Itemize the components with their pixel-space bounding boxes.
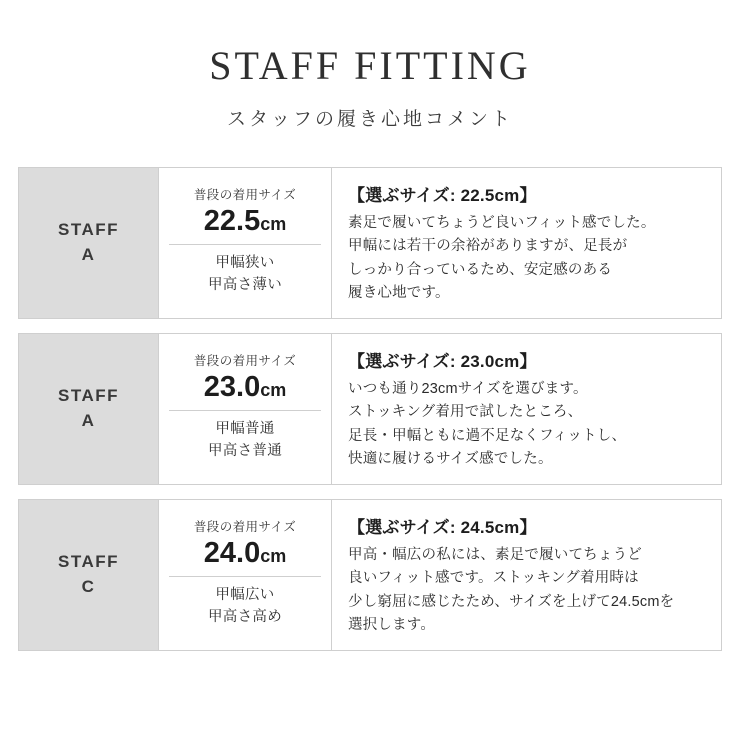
usual-size-number: 23.0 <box>203 370 261 403</box>
comment-text: いつも通り23cmサイズを選びます。 ストッキング着用で試したところ、 足長・甲幅ともに過不足なくフィットし、 快適に履けるサイズ感でした。 <box>348 380 627 467</box>
staff-letter: A <box>81 245 96 264</box>
staff-letter: A <box>81 411 96 430</box>
foot-notes <box>169 419 321 463</box>
note-height: 甲高さ普通 <box>208 442 282 459</box>
usual-size-unit: cm <box>260 379 287 400</box>
usual-size-cell <box>159 500 332 650</box>
note-width: 甲幅広い <box>215 587 275 604</box>
divider <box>169 244 321 245</box>
note-width: 甲幅普通 <box>215 421 275 438</box>
usual-size-number: 24.0 <box>203 536 261 569</box>
comment-cell <box>332 168 721 318</box>
divider <box>169 576 321 577</box>
comment-cell <box>332 500 721 650</box>
usual-size-value <box>169 538 321 568</box>
staff-word: STAFF <box>57 552 119 572</box>
comment-text: 素足で履いてちょうど良いフィット感でした。 甲幅には若干の余裕がありますが、足長が しっかり合っているため、安定感のある 履き心地です。 <box>348 214 656 301</box>
staff-word: STAFF <box>57 386 119 406</box>
usual-size-value <box>169 372 321 402</box>
divider <box>169 410 321 411</box>
usual-size-number: 22.5 <box>203 204 261 237</box>
page-header <box>0 0 740 131</box>
usual-size-label: 普段の着用サイズ <box>193 188 297 203</box>
staff-label-cell <box>19 500 159 650</box>
staff-letter: C <box>81 577 96 596</box>
usual-size-unit: cm <box>260 545 287 566</box>
table-row <box>18 333 722 485</box>
note-width: 甲幅狭い <box>215 255 275 272</box>
staff-fitting-table <box>18 167 722 651</box>
usual-size-label: 普段の着用サイズ <box>193 520 297 535</box>
staff-label-cell <box>19 334 159 484</box>
staff-label-cell <box>19 168 159 318</box>
usual-size-unit: cm <box>260 213 287 234</box>
chosen-size-heading: 【選ぶサイズ: 22.5cm】 <box>348 185 537 205</box>
page-subtitle: スタッフの履き心地コメント <box>226 109 513 130</box>
usual-size-cell <box>159 334 332 484</box>
note-height: 甲高さ高め <box>208 608 282 625</box>
comment-cell <box>332 334 721 484</box>
usual-size-value <box>169 206 321 236</box>
usual-size-label: 普段の着用サイズ <box>193 354 297 369</box>
comment-text: 甲高・幅広の私には、素足で履いてちょうど 良いフィット感です。ストッキング着用時は 少し窮屈に感じたため、サイズを上げて24.5cmを 選択します。 <box>348 546 675 633</box>
chosen-size-heading: 【選ぶサイズ: 23.0cm】 <box>348 351 537 371</box>
page-title: STAFF FITTING <box>209 43 531 88</box>
foot-notes <box>169 253 321 297</box>
staff-word: STAFF <box>57 220 119 240</box>
table-row <box>18 499 722 651</box>
foot-notes <box>169 585 321 629</box>
note-height: 甲高さ薄い <box>208 276 282 293</box>
table-row <box>18 167 722 319</box>
usual-size-cell <box>159 168 332 318</box>
chosen-size-heading: 【選ぶサイズ: 24.5cm】 <box>348 517 537 537</box>
